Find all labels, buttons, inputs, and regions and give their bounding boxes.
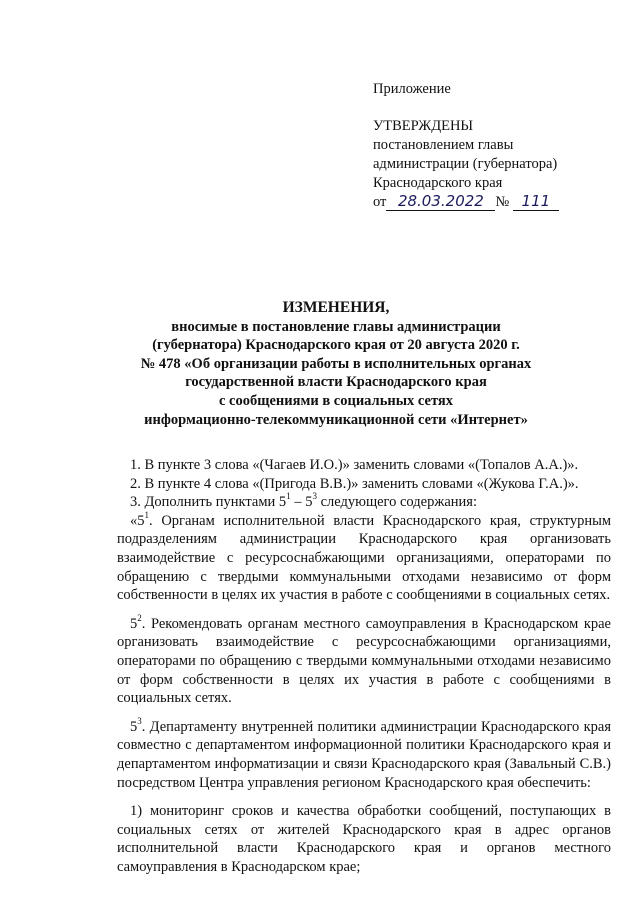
title-line: вносимые в постановление главы администрации <box>171 318 501 335</box>
item-2: 2. В пункте 4 слова «(Пригода В.В.)» заменить словами «(Жукова Г.А.)». <box>130 475 579 492</box>
title-line: государственной власти Краснодарского края <box>185 374 487 391</box>
stamp-line-2: администрации (губернатора) <box>373 156 558 172</box>
title-line: № 478 «Об организации работы в исполнительных органах <box>140 355 532 372</box>
title-heading: ИЗМЕНЕНИЯ, <box>282 299 390 316</box>
from-label: от <box>373 194 387 210</box>
title-line: информационно-телекоммуникационной сети «Интернет» <box>144 411 528 428</box>
document-body <box>117 456 611 876</box>
approved-label: УТВЕРЖДЕНЫ <box>373 118 474 134</box>
stamp-line-1: постановлением главы <box>373 137 514 153</box>
item-3: 3. Дополнить пунктами $5^1 - 5^3$ следующего содержания: <box>130 491 478 511</box>
appendix-label: Приложение <box>373 81 451 97</box>
title-line: с сообщениями в социальных сетях <box>219 392 453 409</box>
subitem-1: 1) мониторинг сроков и качества обработки сообщений, поступающих в социальных сетях от жителей Краснодарского края в адрес органов исполнительной власти Краснодарского края и органов местного самоуправления в Краснодарском крае; <box>117 803 611 875</box>
paragraph-5-3: $5^3$. Департаменту внутренней политики администрации Краснодарского края совместно с департаментом информационной политики Краснодарского края и департаментом информатизации и связи Краснодарского края (Завальный С.В.) посредством Центра управления регионом Краснодарского края обеспечить: <box>117 715 611 791</box>
handwritten-number: 111 <box>513 193 559 211</box>
paragraph-5-1: «$5^1$. Органам исполнительной власти Краснодарского края, структурным подразделениям администрации Краснодарского края организовать взаимодействие с ресурсоснабжающими организациями, операторами по обращению с твердыми коммунальными отходами независимо от форм собственности в целях их участия в работе с сообщениями в социальных сетях. <box>117 509 611 604</box>
stamp-line-3: Краснодарского края <box>373 175 503 191</box>
decree-reference <box>373 193 623 212</box>
paragraph-5-2: $5^2$. Рекомендовать органам местного самоуправления в Краснодарском крае организовать взаимодействие с ресурсоснабжающими организациями, операторами по обращению с твердыми коммунальными отходами независимо от форм собственности в целях их участия в работе с сообщениями в социальных сетях. <box>117 612 611 707</box>
number-label: № <box>495 194 510 210</box>
handwritten-date: 28.03.2022 <box>386 193 495 211</box>
title-line: (губернатора) Краснодарского края от 20 августа 2020 г. <box>152 337 520 354</box>
item-1: 1. В пункте 3 слова «(Чагаев И.О.)» заменить словами «(Топалов А.А.)». <box>130 457 579 473</box>
document-title <box>80 299 592 429</box>
approval-stamp <box>373 80 623 212</box>
